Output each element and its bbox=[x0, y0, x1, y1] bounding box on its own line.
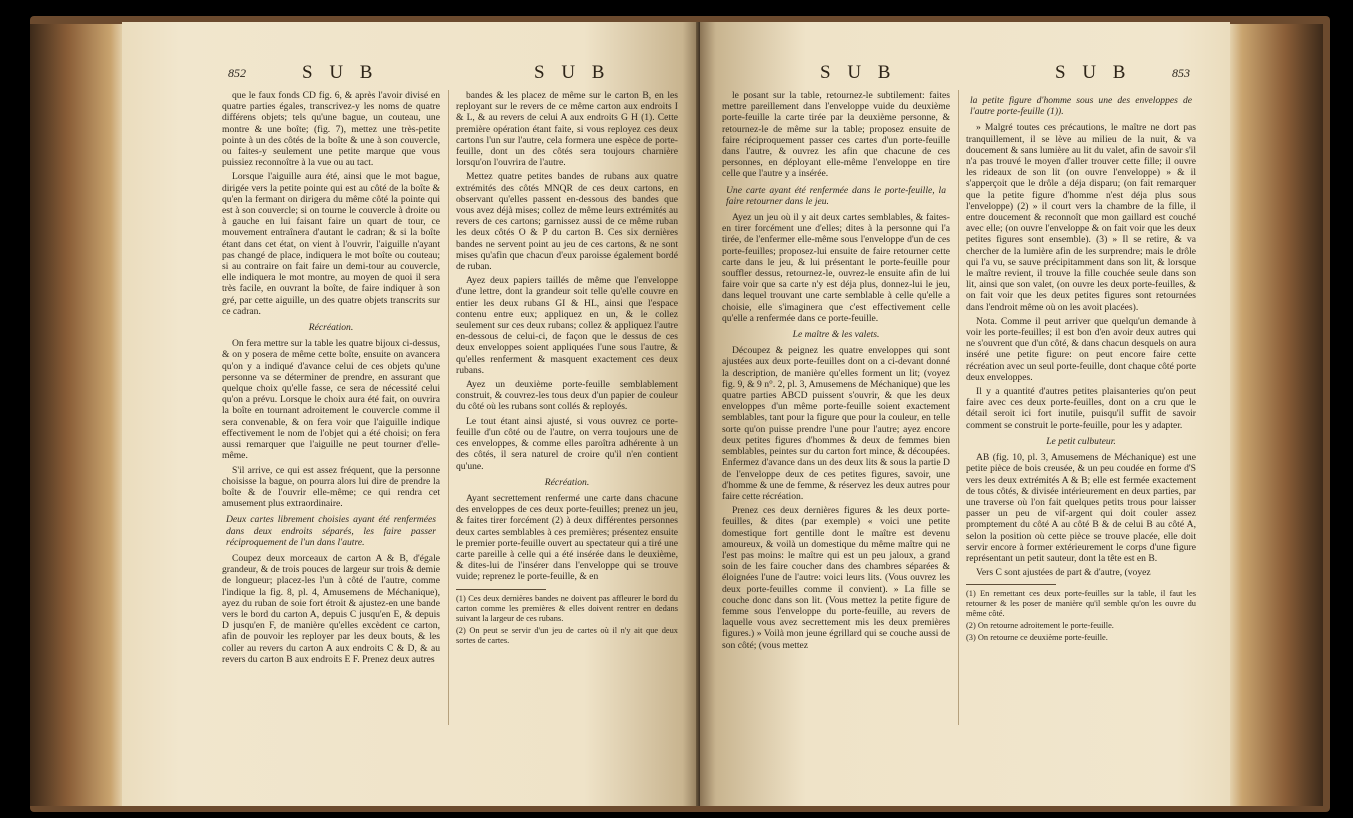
paragraph: Lorsque l'aiguille aura été, ainsi que le mot bague, dirigée vers la petite pointe qui est au côté de la boîte & qu'en la fermant on dirigera du même côté la pointe qui est à son couvercle; si on tourne le couvercle à droite ou à gauche en lui faisant faire un quart de tour, ce mouvement entraînera d'autant le cadran; & si la boîte étant dans cet état, on vient à l'ouvrir, l'aiguille n'ayant pas changé de place, indiquera le mot boîte ou couteau; si au contraire on fait faire un demi-tour au couvercle, elle indiquera le mot montre, au moyen de quoi il sera très facile, en ouvrant la boîte, de faire indiquer à son gré, par cette aiguille, un des quatre objets transcrits sur ce cadran. bbox=[222, 171, 440, 317]
section-heading: Récréation. bbox=[544, 476, 590, 488]
column-divider bbox=[958, 90, 959, 725]
paragraph: Ayez un jeu où il y ait deux cartes semblables, & faites-en tirer forcément une d'elles; dites à la personne qui l'a tirée, de l'enfermer elle-même sous l'enveloppe d'un de ces porte-feuilles; proposez-lui ensuite de faire retourner cette carte dans le jeu, & lui présentant le porte-feuille pour souffler dessus, retournez-le, ouvrez-le ensuite afin de lui faire voir que sa carte n'y est déja plus, donnez-lui le jeu, dans lequel trouvant une carte semblable à celle qu'elle a choisie, elle s'imaginera que c'est effectivement celle qu'elle a renfermée dans ce porte-feuille. bbox=[722, 212, 950, 324]
paragraph: Ayez deux papiers taillés de même que l'enveloppe d'une lettre, dont la grandeur soit telle qu'elle couvre en entier les deux rubans GI & HL, ainsi que l'espace contenu entre eux; appliquez en un, & le collez seulement sur ces deux rubans; collez & appliquez l'autre en-dessous de celui-ci, de façon que le dessus de ces deux enveloppes soient appliquées l'une sous l'autre, & qu'elles renferment & masquent exactement ces deux rubans. bbox=[456, 275, 678, 376]
left-page-edges bbox=[30, 24, 125, 806]
paragraph: bandes & les placez de même sur le carton B, en les reployant sur le revers de ce même carton aux endroits I & L, & au revers de celui A aux endroits G H (1). Cette première opération étant faite, si vous reployez ces deux cartons l'un sur l'autre, cela formera une espèce de porte-feuille, dont un des côtés sera toujours charnière lorsqu'on l'ouvrira de l'autre. bbox=[456, 90, 678, 169]
section-title: la petite figure d'homme sous une des enveloppes de l'autre porte-feuille (1)). bbox=[970, 95, 1192, 118]
footnote: (3) On retourne ce deuxième porte-feuille. bbox=[966, 633, 1108, 643]
paragraph: Vers C sont ajustées de part & d'autre, (voyez bbox=[976, 567, 1151, 579]
footnote: (2) On peut se servir d'un jeu de cartes où il n'y ait que deux sortes de cartes. bbox=[456, 625, 678, 645]
paragraph: » Malgré toutes ces précautions, le maître ne dort pas tranquillement, il se lève au milieu de la nuit, & va doucement & sans lumière au lit du valet, afin de savoir s'il n'a pas trouvé le moyen d'aller trouver cette fille; il ouvre les rideaux de son lit (on ouvre l'enveloppe) » & il s'apperçoit que le drôle a déja disparu; (on fait remarquer que la petite figure d'homme n'est déja plus sous l'enveloppe) (2) » il court vers la chambre de la fille, il entre doucement & reconnoît que mon gaillard est couché avec elle; (on ouvre l'enveloppe & on fait voir que les deux petites figures sont ensemble). (3) » Il se retire, & va chercher de la lumière afin de les surprendre; mais le drôle qui l'a vu, se sauve précipitamment dans son lit, & lorsque le maître revient, il trouve la fille couchée seule dans son lit, ainsi que son valet, (on ouvre les deux porte-feuilles, & on fait voir que les deux petites figures sont retournées dans l'endroit même où on les avoit placées). bbox=[966, 122, 1196, 313]
paragraph: Nota. Comme il peut arriver que quelqu'un demande à voir les porte-feuilles; il est bon d'en avoir deux autres qui ne s'ouvrent que d'un côté, & dans chacun desquels on aura inséré une petite figure: on peut encore faire cette récréation avec un seul porte-feuille, dont chaque côté porte deux enveloppes. bbox=[966, 315, 1196, 383]
running-head-right-b: S U B bbox=[1055, 62, 1132, 83]
page-number-right: 853 bbox=[1172, 66, 1190, 80]
right-page-edges bbox=[1228, 24, 1323, 806]
left-page-column-2 bbox=[456, 90, 678, 648]
running-head-left-b: S U B bbox=[534, 62, 611, 83]
paragraph: On fera mettre sur la table les quatre bijoux ci-dessus, & on y posera de même cette boîte, ensuite on avancera qu'on y a indiqué d'avance celui de ces objets qu'une personne va se déterminer de prendre, en assurant que quelque choix qu'elle fasse, ce sera de nécessité celui qu'on a prévu. Lorsque le choix aura été fait, on ouvrira la boîte en tournant adroitement le couvercle comme il sera convenable, & on fera voir que l'aiguille indique effectivement le nom de l'objet qui a été choisi; on fera aussi remarquer que l'aiguille ne peut tourner d'elle-même. bbox=[222, 338, 440, 462]
right-page bbox=[700, 22, 1230, 806]
section-heading: Le petit culbuteur. bbox=[1046, 435, 1116, 447]
paragraph: S'il arrive, ce qui est assez fréquent, que la personne choisisse la bague, on pourra alors lui dire de prendre la boîte & de l'ouvrir elle-même; ce qui rendra cet amusement plus extraordinaire. bbox=[222, 464, 440, 510]
left-page bbox=[122, 22, 700, 806]
footnote: (1) Ces deux dernières bandes ne doivent pas affleurer le bord du carton comme les premières & elles doivent rentrer en dedans suivant la largeur de ces rubans. bbox=[456, 593, 678, 623]
paragraph: Découpez & peignez les quatre enveloppes qui sont ajustées aux deux porte-feuilles dont on a ci-devant donné la description, de manière qu'elles forment un lit; (voyez fig. 9, & 9 n°. 2, pl. 3, Amusemens de Méchanique) que les quatre parties ABCD puissent s'ouvrir, & que les deux enveloppes d'un même porte-feuille soient exactement semblables, tant pour la figure que pour la couleur, en telle sorte qu'on puisse prendre l'une pour l'autre; ayez encore deux petites figures d'hommes & deux de femmes bien semblables, peintes sur du carton fort mince, & découpées. Enfermez d'avance dans un des deux lits & sous la partie D de l'enveloppe deux de ces petites figures, savoir, une d'homme & une de femme, & réservez les deux autres pour faire cette récréation. bbox=[722, 345, 950, 502]
paragraph: AB (fig. 10, pl. 3, Amusemens de Méchanique) est une petite pièce de bois creusée, & un peu coudée en forme d'S vers les deux extrémités A & B; elle est fermée exactement de tous côtés, & divisée intérieurement en deux parties, par une traverse où l'on fait quelques petits trous pour laisser passer un peu de vif-argent qui doit couler assez promptement du côté A au côté B & de celui B au côté A, selon la position où cette pièce se trouve placée, elle doit servir encore à former extérieurement le corps d'une figure représentant un petit sauteur, dont la tête est en B. bbox=[966, 452, 1196, 564]
paragraph: Coupez deux morceaux de carton A & B, d'égale grandeur, & de trois pouces de largeur sur trois & demie de longueur; placez-les l'un à côté de l'autre, comme l'indique la fig. 8, pl. 4, Amusemens de Méchanique), ayez du ruban de soie fort étroit & ajustez-en une bande vers le bord du carton A, depuis C jusqu'en E, & depuis D jusqu'en F, de manière qu'elles excèdent ce carton, afin de pouvoir les reployer par les deux bouts, & les coller au revers du carton A aux endroits C & D, & au revers du carton B aux endroits E F. Prenez deux autres bbox=[222, 552, 440, 665]
section-title: Deux cartes librement choisies ayant été renfermées dans deux endroits séparés, les faire passer réciproquement de l'un dans l'autre. bbox=[226, 514, 436, 548]
right-page-column-1 bbox=[722, 90, 950, 654]
footnote-rule bbox=[456, 589, 546, 590]
section-title: Une carte ayant été renfermée dans le porte-feuille, la faire retourner dans le jeu. bbox=[726, 184, 946, 207]
paragraph: que le faux fonds CD fig. 6, & après l'avoir divisé en quatre parties égales, transcrivez-y les noms de quatre différens objets; tels qu'une bague, un couteau, une montre & une boîte; (fig. 7), mettez une très-petite pointe à un des côtés de la boîte & une à son couvercle, ou faites-y seulement une petite marque que vous puissiez reconnoître à la vue ou au tact. bbox=[222, 90, 440, 169]
running-head-left-a: S U B bbox=[302, 62, 379, 83]
footnote: (2) On retourne adroitement le porte-feuille. bbox=[966, 621, 1114, 631]
right-page-column-2 bbox=[966, 90, 1196, 645]
paragraph: Le tout étant ainsi ajusté, si vous ouvrez ce porte-feuille d'un côté ou de l'autre, on verra toujours une de ces enveloppes, & comme elles paroîtra adhérente à un des côtés, il sera naturel de croire qu'il n'en contient qu'une. bbox=[456, 415, 678, 472]
paragraph: Il y a quantité d'autres petites plaisanteries qu'on peut faire avec ces deux porte-feuilles, dont on a cru que le détail seroit ici fort inutile, puisqu'il suffit de savoir comment se construit le porte-feuille, pour les y adapter. bbox=[966, 386, 1196, 431]
paragraph: Prenez ces deux dernières figures & les deux porte-feuilles, & dites (par exemple) « voici une petite domestique fort gentille dont le maître est devenu amoureux, & voilà un domestique du même maître qui ne l'est pas moins: le maître qui est un peu jaloux, a grand soin de les faire coucher dans des chambres séparées & éloignées l'une de l'autre: voici leurs lits. (Vous ouvrez les deux porte-feuilles comme il convient). » La fille se couche donc dans son lit. (Vous mettez la petite figure de femme sous l'enveloppe du porte-feuille, au revers de laquelle vous avez secrettement mis les deux premières figures.) » Voilà mon jeune égrillard qui se couche aussi de son côté; (vous mettez bbox=[722, 505, 950, 651]
paragraph: Ayant secrettement renfermé une carte dans chacune des enveloppes de ces deux porte-feuilles; prenez un jeu, & faites tirer forcément (2) à deux différentes personnes deux cartes semblables à ces premières; présentez ensuite le premier porte-feuille ouvert au spectateur qui a tiré une carte pareille à celle qui a été insérée dans le deuxième, & dites-lui de l'insérer dans l'enveloppe qui se trouve vuide; reprenez le porte-feuille, & en bbox=[456, 492, 678, 583]
column-divider bbox=[448, 90, 449, 725]
running-head-right-a: S U B bbox=[820, 62, 897, 83]
footnote-rule bbox=[966, 584, 1056, 585]
paragraph: Mettez quatre petites bandes de rubans aux quatre extrémités des côtés MNQR de ces deux cartons, en observant qu'elles passent en-dessous des bandes que vous avez déjà mises; collez de même leurs extrémités au revers de ces cartons; garnissez aussi de ce même ruban les deux côtés O & P du carton B. Ces six dernières bandes ne servent point au jeu de ces cartons, & ne sont mises qu'afin que chacun d'eux paroisse également bordé de ruban. bbox=[456, 171, 678, 273]
left-page-column-1 bbox=[222, 90, 440, 668]
footnote: (1) En remettant ces deux porte-feuilles sur la table, il faut les retourner & les poser de manière qu'il semble qu'on les ouvre du même côté. bbox=[966, 589, 1196, 619]
paragraph: Ayez un deuxième porte-feuille semblablement construit, & couvrez-les tous deux d'un papier de couleur du côté où les rubans sont collés & reployés. bbox=[456, 379, 678, 413]
section-heading: Récréation. bbox=[308, 322, 354, 334]
section-heading: Le maître & les valets. bbox=[792, 329, 880, 341]
paragraph: le posant sur la table, retournez-le subtilement: faites mettre pareillement dans l'enveloppe vuide du deuxième porte-feuille la carte tirée par la deuxième personne, & retournez-le de même sur la table; proposez ensuite de faire réciproquement passer ces cartes d'un porte-feuille dans l'autre, & ouvrez les afin que chacune de ces personnes, en déployant elle-même l'enveloppe en tire celle que l'autre y a insérée. bbox=[722, 90, 950, 180]
page-number-left: 852 bbox=[228, 66, 246, 80]
